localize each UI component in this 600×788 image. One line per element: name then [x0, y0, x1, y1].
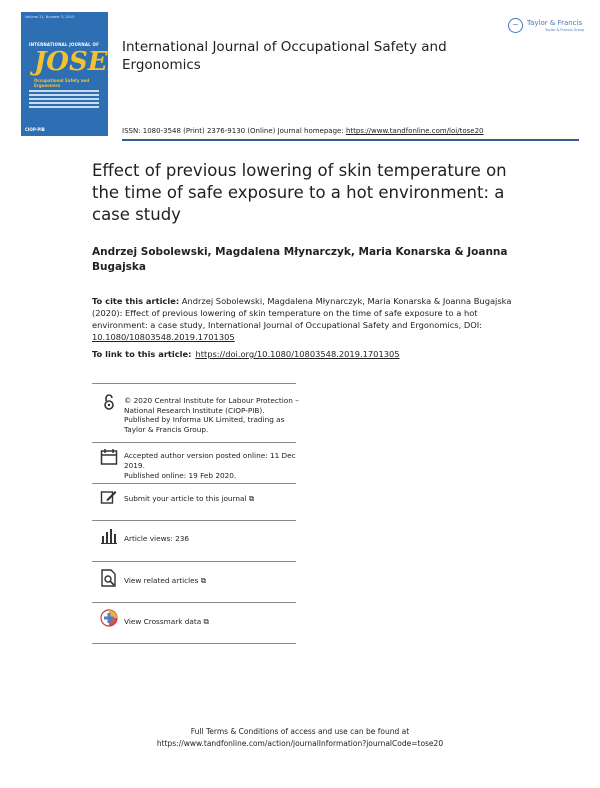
article-views: Article views: 236 [124, 534, 190, 543]
meta-divider [92, 483, 296, 484]
meta-divider [92, 442, 296, 443]
submit-article-link[interactable] [124, 494, 300, 504]
bar-chart-icon [100, 527, 118, 545]
publisher-group: Taylor & Francis Group [545, 28, 585, 32]
journal-homepage-link[interactable]: https://www.tandfonline.com/loi/tose20 [345, 127, 484, 135]
crossmark-label: View Crossmark data [124, 617, 202, 626]
cover-text-lines [29, 90, 99, 110]
cover-abbrev: JOSE [34, 47, 108, 77]
publisher-name: Taylor & Francis [527, 19, 583, 27]
accepted-date: Accepted author version posted online: 11 Dec 2019. [124, 451, 296, 470]
external-link-icon: ⧉ [203, 617, 209, 626]
submit-article-label: Submit your article to this journal [124, 494, 247, 503]
link-label: To link to this article: [92, 349, 192, 359]
doi-link[interactable]: 10.1080/10803548.2019.1701305 [92, 332, 235, 342]
publisher-logo[interactable] [508, 14, 588, 38]
crossmark-link[interactable] [124, 617, 300, 627]
related-articles-icon [100, 569, 118, 587]
meta-divider [92, 383, 296, 384]
footer-terms: Full Terms & Conditions of access and use can be found at [190, 727, 410, 736]
issn-line [122, 127, 483, 135]
external-link-icon: ⧉ [248, 494, 255, 503]
footer [100, 726, 500, 750]
meta-divider [92, 520, 296, 521]
meta-divider [92, 561, 296, 562]
cite-label: To cite this article: [92, 296, 180, 306]
published-date: Published online: 19 Feb 2020. [124, 471, 237, 480]
journal-title[interactable]: International Journal of Occupational Safety and Ergonomics [122, 39, 447, 73]
related-articles-label: View related articles [124, 576, 199, 585]
meta-divider [92, 602, 296, 603]
article-url-link[interactable]: https://doi.org/10.1080/10803548.2019.1701305 [195, 349, 400, 359]
cover-subtitle: Occupational Safety and Ergonomics [34, 78, 90, 88]
cover-series: INTERNATIONAL JOURNAL OF [29, 42, 100, 47]
article-authors: Andrzej Sobolewski, Magdalena Młynarczyk, Maria Konarska & Joanna Bugajska [92, 246, 508, 273]
related-articles-link[interactable] [124, 576, 300, 586]
open-access-notice: © 2020 Central Institute for Labour Protection – National Research Institute (CIOP-PIB). Published by Informa UK Limited, trading as Taylor & Francis Group. [124, 396, 299, 434]
cover-volume: Volume 21, Number 3, 2015 [25, 15, 75, 19]
publisher-logo-icon: ~ [508, 18, 523, 33]
external-link-icon: ⧉ [200, 576, 207, 585]
footer-url[interactable]: https://www.tandfonline.com/action/journalInformation?journalCode=tose20 [156, 739, 444, 748]
article-title: Effect of previous lowering of skin temperature on the time of safe exposure to a hot environment: a case study [92, 161, 507, 224]
meta-divider [92, 643, 296, 644]
journal-cover-image [21, 12, 108, 136]
cover-publisher-mark: CIOP-PIB [25, 127, 45, 132]
edit-icon [100, 488, 118, 506]
link-to-article [92, 348, 512, 360]
crossmark-icon [100, 609, 118, 627]
issn-text: ISSN: 1080-3548 (Print) 2376-9130 (Online) Journal homepage: [122, 127, 346, 135]
citation-block [92, 295, 520, 343]
cite-text: Andrzej Sobolewski, Magdalena Młynarczyk, Maria Konarska & Joanna Bugajska (2020): Effect of previous lowering of skin temperature on the time of safe exposure to a hot environment: a case study, International Journal of Occupational Safety and Ergonomics, DOI: [92, 296, 512, 330]
header-divider [122, 139, 579, 141]
open-access-icon [100, 393, 118, 411]
calendar-icon [100, 448, 118, 466]
